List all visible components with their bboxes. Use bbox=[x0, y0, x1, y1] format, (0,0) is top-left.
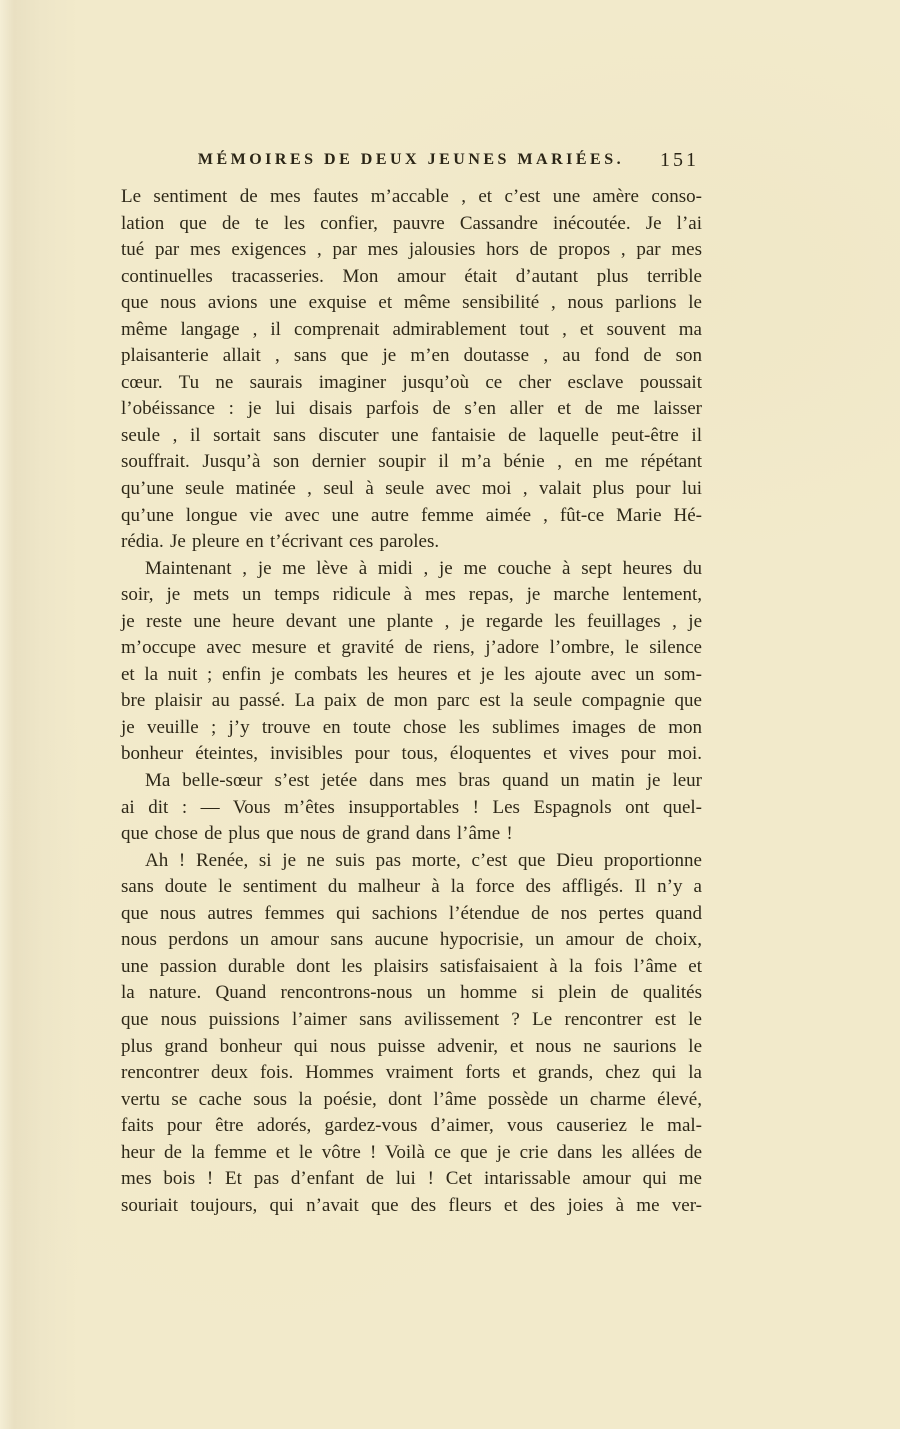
page-number: 151 bbox=[660, 149, 699, 171]
text-line: je veuille ; j’y trouve en toute chose les sublimes images de mon bbox=[121, 716, 702, 738]
text-line: ai dit : — Vous m’êtes insupportables ! Les Espagnols ont quel- bbox=[121, 796, 702, 818]
text-line: bonheur éteintes, invisibles pour tous, éloquentes et vives pour moi. bbox=[121, 743, 702, 765]
text-line: sans doute le sentiment du malheur à la force des affligés. Il n’y a bbox=[121, 876, 702, 898]
text-line: nous perdons un amour sans aucune hypocrisie, un amour de choix, bbox=[121, 929, 702, 951]
text-line: souriait toujours, qui n’avait que des fleurs et des joies à me ver- bbox=[121, 1194, 702, 1216]
text-line: la nature. Quand rencontrons-nous un homme si plein de qualités bbox=[121, 982, 702, 1004]
text-line: et la nuit ; enfin je combats les heures et je les ajoute avec un som- bbox=[121, 663, 702, 685]
text-line: une passion durable dont les plaisirs satisfaisaient à la fois l’âme et bbox=[121, 955, 702, 977]
text-line: l’obéissance : je lui disais parfois de s’en aller et de me laisser bbox=[121, 398, 702, 420]
running-head-title: MÉMOIRES DE DEUX JEUNES MARIÉES. bbox=[197, 151, 625, 168]
text-line: même langage , il comprenait admirablement tout , et souvent ma bbox=[121, 318, 702, 340]
text-line: seule , il sortait sans discuter une fantaisie de laquelle peut-être il bbox=[121, 424, 702, 446]
text-line: m’occupe avec mesure et gravité de riens, j’adore l’ombre, le silence bbox=[121, 637, 702, 659]
text-line: je reste une heure devant une plante , je regarde les feuillages , je bbox=[121, 610, 702, 632]
text-line: plus grand bonheur qui nous puisse advenir, et nous ne saurions le bbox=[121, 1035, 702, 1057]
running-head bbox=[121, 151, 701, 177]
text-line: Ma belle-sœur s’est jetée dans mes bras quand un matin je leur bbox=[145, 770, 702, 792]
text-line: mes bois ! Et pas d’enfant de lui ! Cet intarissable amour qui me bbox=[121, 1168, 702, 1190]
text-line: que nous autres femmes qui sachions l’étendue de nos pertes quand bbox=[121, 902, 702, 924]
text-line: souffrait. Jusqu’à son dernier soupir il m’a bénie , en me répétant bbox=[121, 451, 702, 473]
text-line: qu’une longue vie avec une autre femme aimée , fût-ce Marie Hé- bbox=[121, 504, 702, 526]
text-line: Maintenant , je me lève à midi , je me couche à sept heures du bbox=[145, 557, 702, 579]
text-line: Ah ! Renée, si je ne suis pas morte, c’est que Dieu proportionne bbox=[145, 849, 702, 871]
text-line: rédia. Je pleure en t’écrivant ces paroles. bbox=[121, 531, 440, 553]
text-line: lation que de te les confier, pauvre Cassandre inécoutée. Je l’ai bbox=[121, 212, 702, 234]
text-line: plaisanterie allait , sans que je m’en doutasse , au fond de son bbox=[121, 345, 702, 367]
text-line: que nous avions une exquise et même sensibilité , nous parlions le bbox=[121, 292, 702, 314]
text-line: Le sentiment de mes fautes m’accable , et c’est une amère conso- bbox=[121, 186, 702, 207]
text-line: bre plaisir au passé. La paix de mon parc est la seule compagnie que bbox=[121, 690, 702, 712]
text-line: que chose de plus que nous de grand dans l’âme ! bbox=[121, 823, 513, 845]
text-line: qu’une seule matinée , seul à seule avec moi , valait plus pour lui bbox=[121, 478, 702, 500]
text-line: que nous puissions l’aimer sans avilissement ? Le rencontrer est le bbox=[121, 1008, 702, 1030]
text-line: rencontrer deux fois. Hommes vraiment forts et grands, chez qui la bbox=[121, 1062, 702, 1084]
text-line: vertu se cache sous la poésie, dont l’âme possède un charme élevé, bbox=[121, 1088, 702, 1110]
page-body bbox=[121, 184, 702, 1219]
text-line: soir, je mets un temps ridicule à mes repas, je marche lentement, bbox=[121, 584, 702, 606]
text-line: continuelles tracasseries. Mon amour était d’autant plus terrible bbox=[121, 265, 702, 287]
text-line: faits pour être adorés, gardez-vous d’aimer, vous causeriez le mal- bbox=[121, 1115, 702, 1137]
text-line: cœur. Tu ne saurais imaginer jusqu’où ce cher esclave poussait bbox=[121, 371, 702, 393]
text-line: heur de la femme et le vôtre ! Voilà ce que je crie dans les allées de bbox=[121, 1141, 702, 1163]
text-line: tué par mes exigences , par mes jalousies hors de propos , par mes bbox=[121, 239, 702, 261]
